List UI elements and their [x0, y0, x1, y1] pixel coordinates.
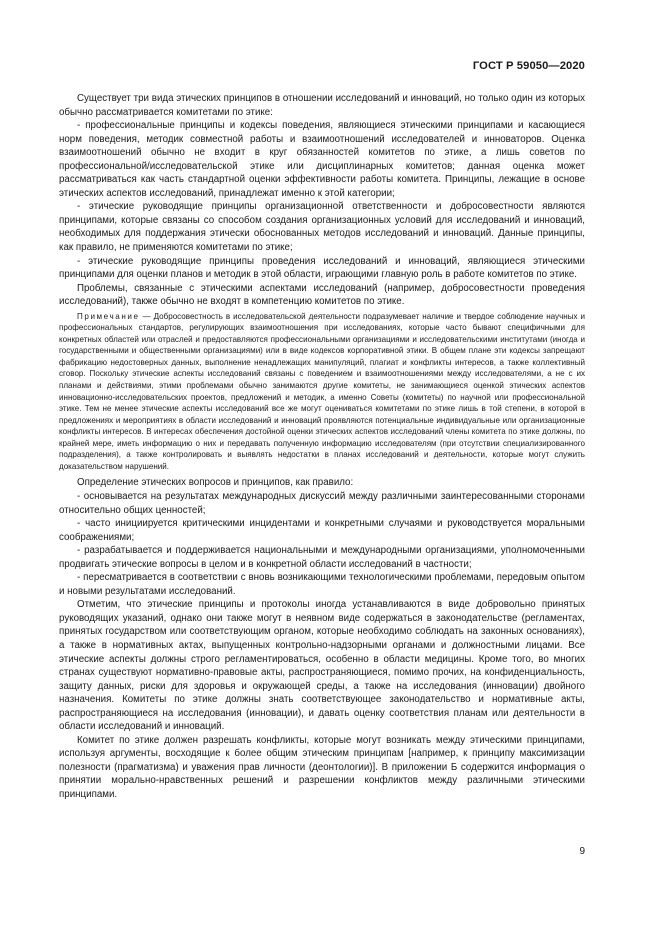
principle-item-professional: - профессиональные принципы и кодексы поведения, являющиеся этическими принципами и касающиеся норм поведения, методик совместной работы и взаимоотношений исследователей и инноваторов. Оценка взаимоотношений обычно не входит в круг обязанностей комитетов по этике, а лишь советов по профессиональной/исследовательской этике или дисциплинарных комитетов; данная оценка может рассматриваться как часть стандартной оценки эффективности работы комитета. Принципы, лежащие в основе этических аспектов исследований, принадлежат именно к этой категории; [59, 120, 585, 199]
conflicts-paragraph: Комитет по этике должен разрешать конфликты, которые могут возникать между этическими принципами, используя аргументы, восходящие к более общим этическим принципам [например, к принципу максимизации полезности (прагматизма) и уважения прав личности (деонтологии)]. В приложении Б содержится информация о принятии морально-нравственных решений и разрешении конфликтов между различными этическими принципами. [59, 734, 585, 800]
intro-paragraph: Существует три вида этических принципов в отношении исследований и инноваций, но только один из которых обычно рассматривается комитетами по этике: [59, 93, 585, 118]
definition-item-organizations: - разрабатывается и поддерживается национальными и международными организациями, уполномоченными продвигать этические вопросы в целом и в конкретной области исследований в частности; [59, 545, 585, 570]
principle-item-organizational: - этические руководящие принципы организационной ответственности и добросовестности являются принципами, которые связаны со способом создания организационных условий для исследований и инноваций, необходимых для поддержания этически обоснованных методов исследований и инноваций. Данные принципы, как правило, не применяются комитетами по этике; [59, 201, 585, 254]
page-number: 9 [579, 846, 585, 857]
document-body [59, 92, 585, 802]
definition-intro: Определение этических вопросов и принципов, как правило: [77, 477, 354, 489]
note-label: Примечание [77, 311, 140, 321]
standard-code: ГОСТ Р 59050—2020 [472, 60, 585, 72]
legal-paragraph: Отметим, что этические принципы и протоколы иногда устанавливаются в виде добровольно принятых руководящих указаний, однако они также могут в неявном виде содержаться в законодательстве (регламентах, принятых государством или соответствующим органом, которые необходимо соблюдать на законных основаниях), а также в нормативных актах, выпущенных контрольно-надзорными органами и должностными лицами. Все этические аспекты должны строго регламентироваться, особенно в области медицины. Кроме того, во многих странах существуют нормативно-правовые акты, распространяющиеся, помимо прочих, на конфиденциальность, защиту данных, риски для здоровья и окружающей среды, а также на исследования (инновации) двойного назначения. Комитеты по этике должны знать соответствующее законодательство и нормативные акты, распространяющиеся на исследования (инновации), и давать оценку соответствия планам или деятельности в области исследований и инноваций. [59, 599, 585, 733]
definition-item-discussions: - основывается на результатах международных дискуссий между различными заинтересованными сторонами относительно общих ценностей; [59, 490, 585, 516]
note-text: — Добросовестность в исследовательской деятельности подразумевает наличие и твердое соблюдение научных и профессиональных стандартов, регулирующих взаимоотношения при исследованиях, которые часто бывают специфичными для конкретных областей или отраслей и предоставляются профессиональными организациями и исследовательскими институтами (иногда и государственными и общественными организациями) или в виде кодексов корпоративной этики. В общем плане эти кодексы запрещают фабрикацию недостоверных данных, выполнение ненадлежащих манипуляций, плагиат и конфликты интересов, а также коллективный сговор. Поскольку этические аспекты исследований связаны с поведением и взаимоотношениями между исследователями, а не с их планами и действиями, этими проблемами обычно занимаются другие комитеты, не занимающиеся оценкой этических аспектов инновационно-исследовательских проектов, предложений и методик, а именно Советы (комитеты) по научной или профессиональной этике. Тем не менее этические аспекты исследований все же могут оцениваться комитетами по этике лишь в той степени, в которой в предложениях и мероприятиях в области исследований и инноваций проявляются потенциальные индивидуальные или организационные конфликты интересов. В интересах обеспечения достойной оценки этических аспектов исследований члены комитета по этике должны, по крайней мере, иметь информацию о них и передавать полученную информацию исследователям (при отсутствии специализированного подразделения), а также контролировать и выявлять недостатки в планах исследований и деятельности, которые могут служить доказательством нарушений. [59, 311, 585, 471]
definition-item-incidents: - часто инициируется критическими инцидентами и конкретными случаями и руководствуется моральными соображениями; [59, 518, 585, 543]
note-block [59, 311, 585, 473]
principle-item-conduct: - этические руководящие принципы проведения исследований и инноваций, являющиеся этическими принципами для оценки планов и методик в этой области, играющими главную роль в работе комитетов по этике. [59, 255, 585, 281]
problems-paragraph: Проблемы, связанные с этическими аспектами исследований (например, добросовестности проведения исследований), также обычно не входят в компетенцию комитетов по этике. [59, 282, 585, 308]
definition-item-revision: - пересматривается в соответствии с вновь возникающими технологическими проблемами, передовым опытом и новыми результатами исследований. [59, 572, 585, 597]
